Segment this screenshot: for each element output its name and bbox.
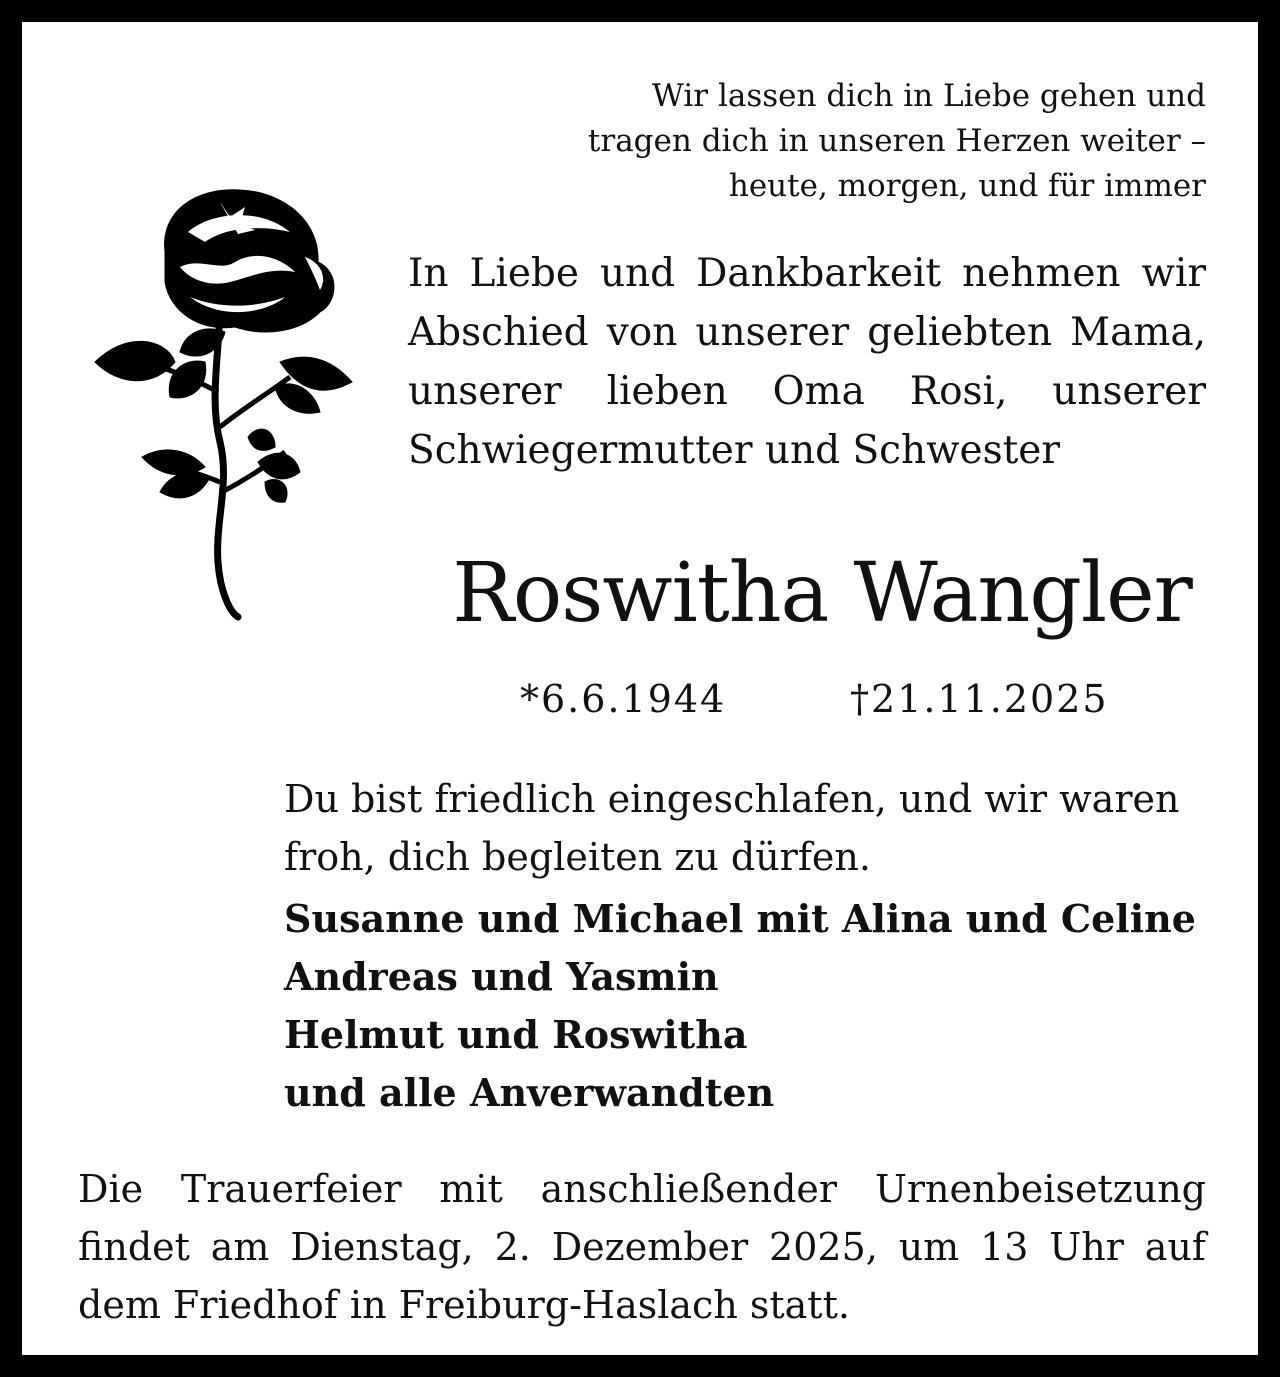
farewell-text <box>284 770 1206 886</box>
intro-line: Schwiegermutter und Schwester <box>408 428 1061 473</box>
motto-verse <box>586 74 1206 209</box>
death-date: †21.11.2025 <box>850 677 1109 721</box>
rose-icon <box>70 162 360 622</box>
mourner-line: Andreas und Yasmin <box>284 954 719 999</box>
motto-line: heute, morgen, und für immer <box>728 168 1206 204</box>
motto-line: tragen dich in unseren Herzen weiter – <box>587 123 1206 159</box>
service-line: dem Friedhof in Freiburg-Haslach statt. <box>78 1283 850 1327</box>
motto-line: Wir lassen dich in Liebe gehen und <box>652 78 1206 114</box>
mourner-line: Helmut und Roswitha <box>284 1012 748 1057</box>
intro-line: Abschied von unserer geliebten Mama, <box>408 310 1206 355</box>
funeral-service-info <box>78 1160 1206 1334</box>
intro-line: In Liebe und Dankbarkeit nehmen wir <box>408 251 1206 296</box>
intro-text <box>408 244 1206 480</box>
service-line: Die Trauerfeier mit anschließender Urnenbeisetzung <box>78 1167 1206 1211</box>
mourners-list <box>284 890 1224 1122</box>
deceased-name: Roswitha Wangler <box>452 546 1192 641</box>
service-line: findet am Dienstag, 2. Dezember 2025, um 13 Uhr auf <box>78 1225 1206 1269</box>
intro-line: unserer lieben Oma Rosi, unserer <box>408 369 1206 414</box>
farewell-line: Du bist friedlich eingeschlafen, und wir waren <box>284 777 1180 821</box>
birth-date: *6.6.1944 <box>520 677 727 721</box>
mourner-line: und alle Anverwandten <box>284 1070 775 1115</box>
mourner-line: Susanne und Michael mit Alina und Celine <box>284 896 1196 941</box>
farewell-line: froh, dich begleiten zu dürfen. <box>284 835 871 879</box>
